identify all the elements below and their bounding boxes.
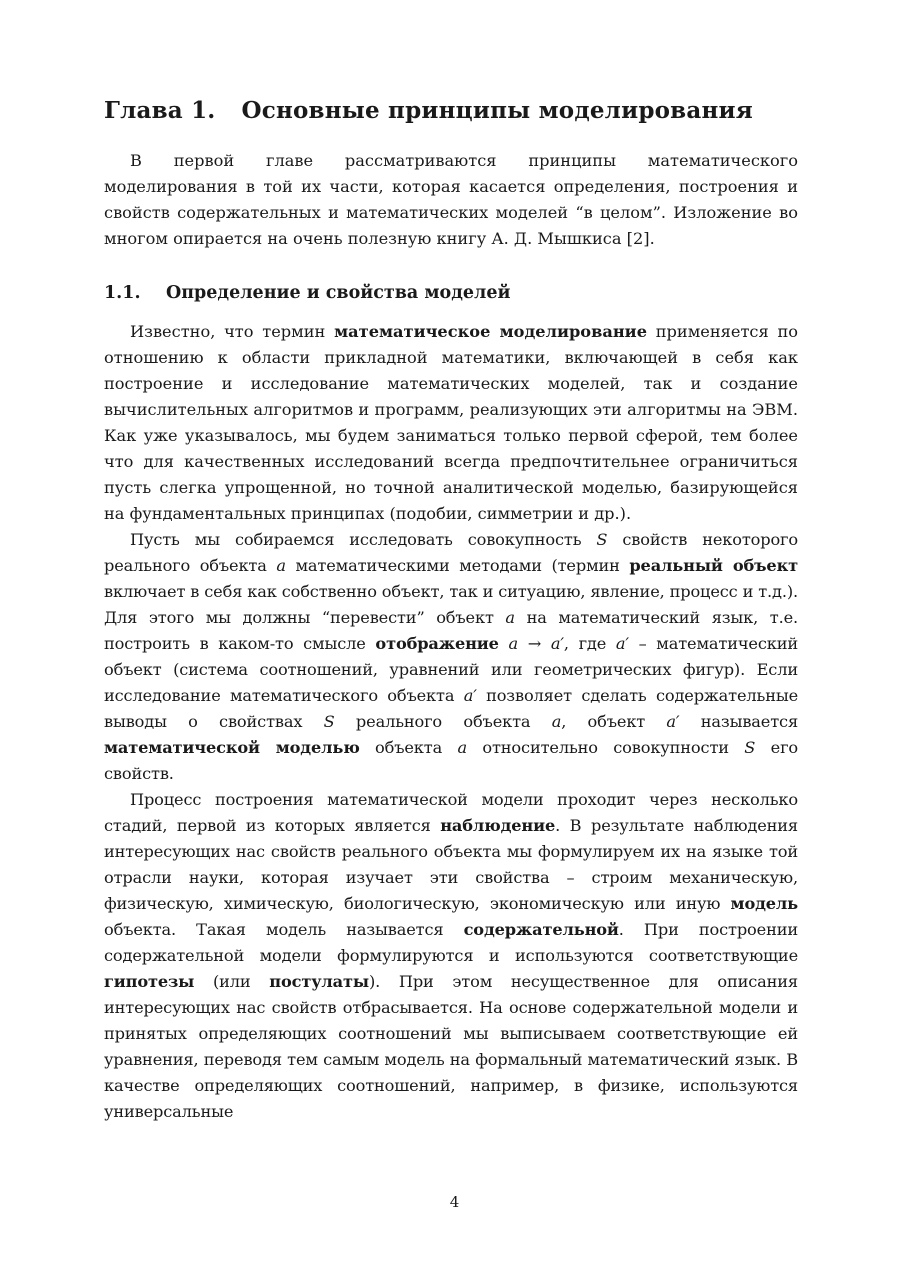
paragraph-2: Пусть мы собираемся исследовать совокупность S свойств некоторого реального объекта a математическими методами (термин реальный объект включает в себя как собственно объект, так и ситуацию, явление, процесс и т.д.). Для этого мы должны “перевести” объект a на математический язык, т.е. построить в каком-то смысле отображение a → a′, где a′ – математический объект (система соотношений, уравнений или геометрических фигур). Если исследование математического объекта a′ позволяет сделать содержательные выводы о свойствах S реального объекта a, объект a′ называется математической моделью объекта a относительно совокупности S его свойств. [104,530,799,783]
math-symbol: a [505,608,515,627]
math-symbol: S [596,530,608,549]
term-math-modeling: математическое моделирование [334,322,647,341]
intro-paragraph: В первой главе рассматриваются принципы математического моделирования в той их части, которая касается определения, построения и свойств содержательных и математических моделей “в целом”. Изложение во многом опирается на очень полезную книгу А. Д. Мышкиса [2]. [104,151,798,248]
term-substantive: содержательной [463,920,619,939]
math-symbol: a [276,556,286,575]
paragraph-3: Процесс построения математической модели проходит через несколько стадий, первой из которых является наблюдение. В результате наблюдения интересующих нас свойств реального объекта мы формулируем их на языке той отрасли науки, которая изучает эти свойства – строим механическую, физическую, химическую, биологическую, экономическую или иную модель объекта. Такая модель называется содержательной. При построении содержательной модели формулируются и используются соответствующие гипотезы (или постулаты). При этом несущественное для описания интересующих нас свойств отбрасывается. На основе содержательной модели и принятых определяющих соотношений мы выписываем соответствующие ей уравнения, переводя тем самым модель на формальный математический язык. В качестве определяющих соотношений, например, в физике, используются универсальные [104,790,798,1121]
math-symbol: S [744,738,756,757]
term-model: модель [730,894,798,913]
chapter-title: Основные принципы моделирования [241,97,753,124]
paragraph-1: Известно, что термин математическое моделирование применяется по отношению к области прикладной математики, включающей в себя как построение и исследование математических моделей, так и создание вычислительных алгоритмов и программ, реализующих эти алгоритмы на ЭВМ. Как уже указывалось, мы будем заниматься только первой сферой, тем более что для качественных исследований всегда предпочтительнее ограничиться пусть слегка упрощенной, но точной аналитической моделью, базирующейся на фундаментальных принципах (подобии, симметрии и др.). [104,322,798,523]
section-heading [104,280,798,306]
math-symbol: a [457,738,467,757]
term-observation: наблюдение [440,816,556,835]
term-mapping: отображение [375,634,499,653]
term-postulates: постулаты [269,972,369,991]
math-symbol: S [323,712,335,731]
math-symbol: a′ [615,634,629,653]
section-number: 1.1. [104,283,141,303]
page-number: 4 [449,1193,460,1211]
math-expression: a → a′ [508,634,564,653]
term-math-model: математической моделью [104,738,360,757]
chapter-heading [104,96,798,126]
section-title: Определение и свойства моделей [166,283,511,303]
chapter-number: Глава 1. [104,97,216,124]
page-content [104,96,798,1125]
math-symbol: a′ [463,686,477,705]
math-symbol: a′ [666,712,680,731]
math-symbol: a [551,712,562,731]
term-real-object: реальный объект [629,556,798,575]
term-hypotheses: гипотезы [104,972,195,991]
